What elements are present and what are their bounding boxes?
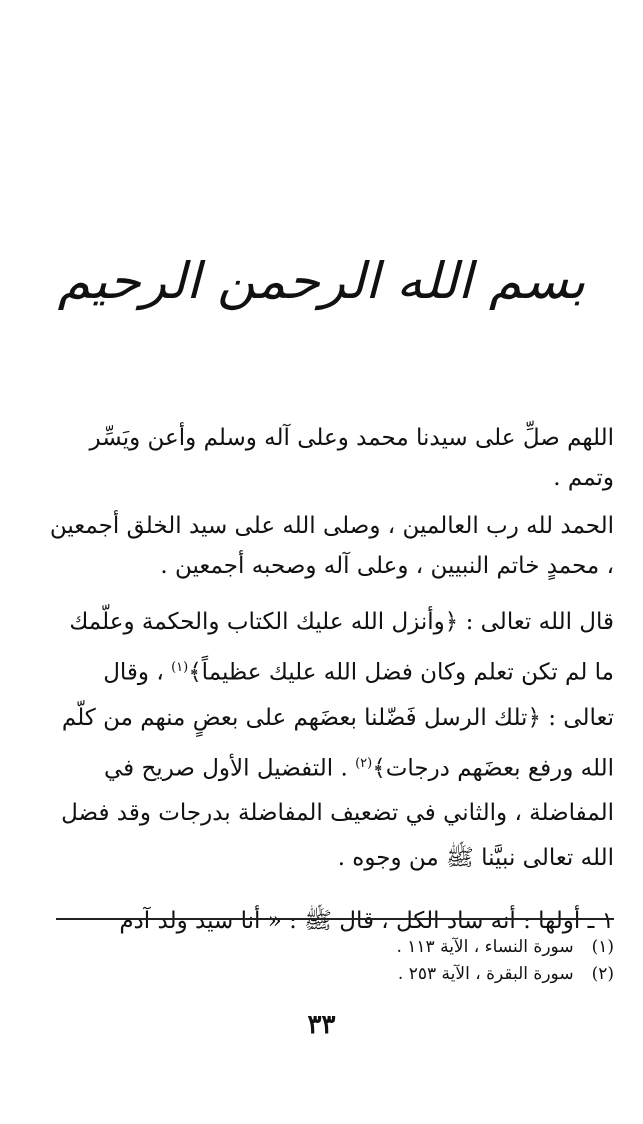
body-text — [48, 418, 614, 941]
footnote-divider — [56, 918, 614, 920]
footnote-ref-2: (٢) — [355, 755, 373, 771]
page-number: ٣٣ — [307, 1010, 336, 1040]
main-paragraph — [48, 600, 614, 881]
main-text-part2: ، وقال تعالى : ﴿تلك الرسل فَضّلنا بعضَهم على بعضٍ منهم من كلّم الله ورفع بعضَهم درجات﴾ — [61, 659, 614, 782]
footnote-text: سورة البقرة ، الآية ٢٥٣ . — [397, 964, 574, 984]
footnotes — [56, 934, 614, 988]
basmala-calligraphy: بسم الله الرحمن الرحيم — [57, 252, 586, 310]
main-text-part1: قال الله تعالى : ﴿وأنزل الله عليك الكتاب والحكمة وعلّمك ما لم تكن تعلم وكان فضل الله عليك عظيماً﴾ — [69, 609, 614, 686]
footnote-ref-1: (١) — [171, 660, 189, 675]
footnote-number: (٢) — [591, 964, 614, 984]
hamd-paragraph: الحمد لله رب العالمين ، وصلى الله على سيد الخلق أجمعين ، محمدٍ خاتم النبيين ، وعلى آله وصحبه أجمعين . — [49, 513, 614, 579]
footnote-number: (١) — [591, 937, 614, 957]
main-text-part3: . التفضيل الأول صريح في المفاضلة ، والثاني في تضعيف المفاضلة بدرجات وقد فضل الله تعالى نبيَّنا ﷺ من وجوه . — [61, 755, 614, 872]
point-one-paragraph: ١ ـ أولها : أنه ساد الكل ، قال ﷺ : « أنا سيد ولد آدم — [119, 908, 614, 935]
footnote-text: سورة النساء ، الآية ١١٣ . — [396, 937, 574, 957]
footnote-item — [56, 961, 614, 988]
footnote-item — [56, 934, 614, 961]
invocation-paragraph: اللهم صلِّ على سيدنا محمد وعلى آله وسلم وأعن ويَسِّر وتمم . — [89, 425, 614, 491]
